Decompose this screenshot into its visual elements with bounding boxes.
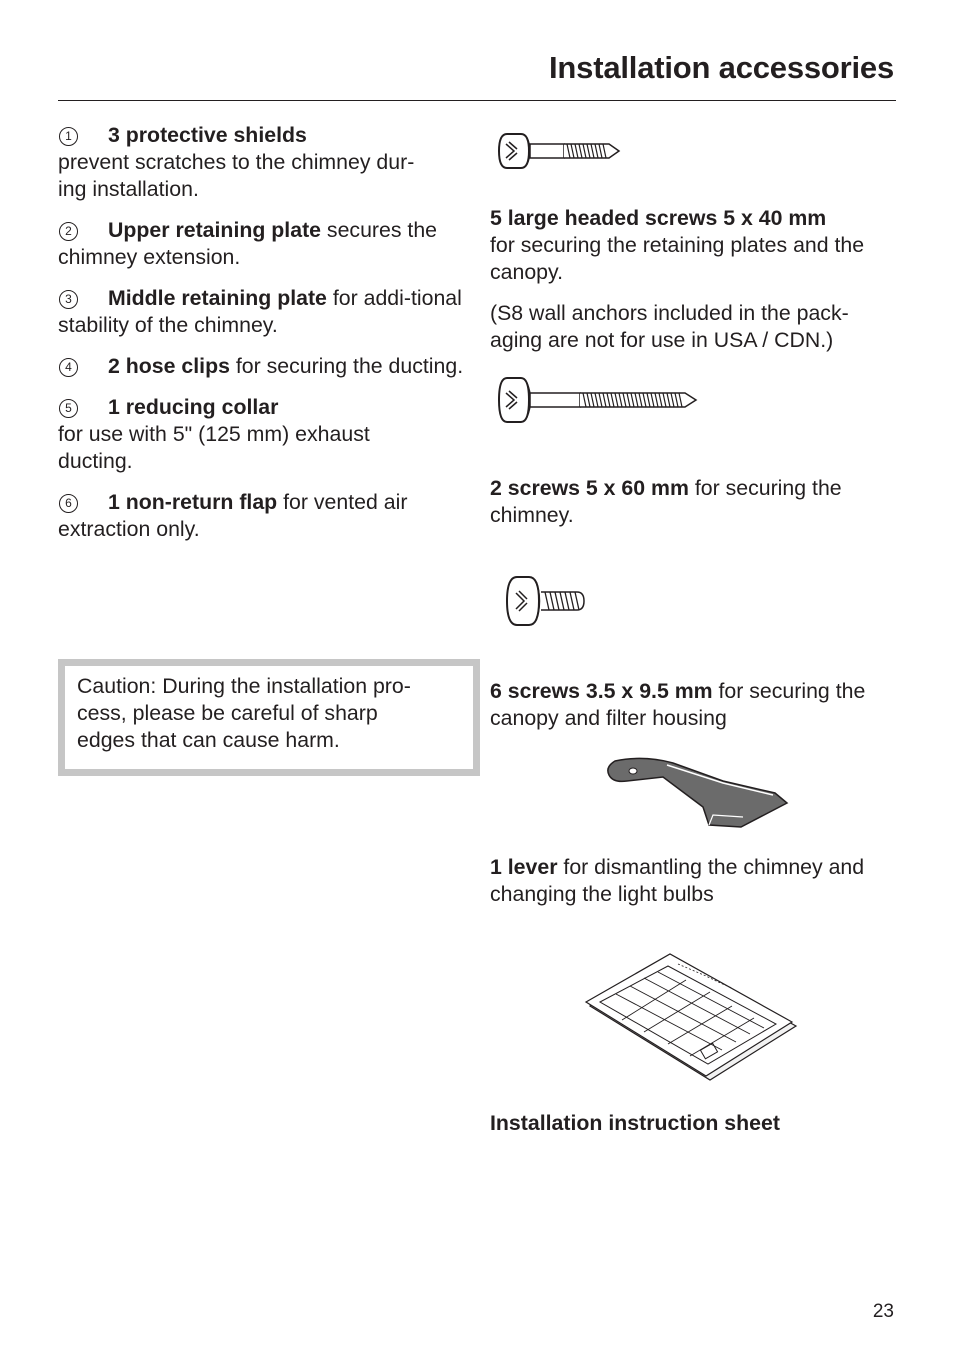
large-screws-text bbox=[490, 205, 902, 286]
screws-60mm-text bbox=[490, 475, 902, 529]
title-rule bbox=[58, 100, 896, 101]
lever-icon bbox=[603, 753, 791, 833]
instruction-sheet-icon bbox=[582, 950, 802, 1084]
page-number: 23 bbox=[872, 1301, 894, 1322]
item-title: 1 lever bbox=[490, 855, 558, 879]
item-number: 2 bbox=[59, 222, 78, 241]
item-title: 5 large headed screws 5 x 40 mm bbox=[490, 206, 827, 230]
item-description: for securing the retaining plates and the bbox=[490, 233, 865, 257]
note-text: aging are not for use in USA / CDN.) bbox=[490, 328, 834, 352]
screws-9-5mm-text bbox=[490, 678, 902, 732]
accessory-item-6 bbox=[58, 489, 468, 543]
item-description: for use with 5" (125 mm) exhaust bbox=[58, 422, 370, 446]
item-description: canopy. bbox=[490, 260, 564, 284]
sheet-text bbox=[490, 1110, 902, 1137]
caution-text: cess, please be careful of sharp bbox=[77, 701, 378, 725]
item-description: canopy and filter housing bbox=[490, 706, 727, 730]
item-description: prevent scratches to the chimney dur- bbox=[58, 150, 415, 174]
item-title: 2 screws 5 x 60 mm bbox=[490, 476, 689, 500]
item-description: for securing the ducting. bbox=[229, 354, 464, 378]
accessory-list bbox=[58, 122, 468, 557]
accessory-item-1 bbox=[58, 122, 468, 203]
accessory-item-5 bbox=[58, 394, 468, 475]
item-description: for addi-tional stability of the chimney. bbox=[58, 286, 462, 337]
item-title: 1 reducing collar bbox=[108, 395, 279, 419]
caution-text: edges that can cause harm. bbox=[77, 728, 340, 752]
screw-60mm-icon bbox=[497, 375, 699, 425]
item-title: 6 screws 3.5 x 9.5 mm bbox=[490, 679, 713, 703]
item-description: for dismantling the chimney and bbox=[557, 855, 865, 879]
item-number: 5 bbox=[59, 399, 78, 418]
item-title: Middle retaining plate bbox=[108, 286, 327, 310]
accessory-item-4 bbox=[58, 353, 468, 380]
item-number: 6 bbox=[59, 494, 78, 513]
item-description: secures the chimney extension. bbox=[58, 218, 438, 269]
screw-9-5mm-icon bbox=[505, 574, 587, 628]
item-description: chimney. bbox=[490, 503, 574, 527]
item-description: for securing the bbox=[712, 679, 866, 703]
item-description: for securing the bbox=[688, 476, 842, 500]
item-title: 2 hose clips bbox=[108, 354, 230, 378]
item-description: ing installation. bbox=[58, 177, 199, 201]
item-number: 1 bbox=[59, 127, 78, 146]
item-number: 3 bbox=[59, 290, 78, 309]
note-text: (S8 wall anchors included in the pack- bbox=[490, 301, 849, 325]
caution-box bbox=[58, 659, 480, 776]
page-title: Installation accessories bbox=[549, 50, 894, 85]
item-title: Installation instruction sheet bbox=[490, 1111, 780, 1135]
accessory-item-3 bbox=[58, 285, 468, 339]
item-title: 1 non-return flap bbox=[108, 490, 278, 514]
anchors-note bbox=[490, 300, 902, 354]
item-description: ducting. bbox=[58, 449, 133, 473]
item-description: changing the light bulbs bbox=[490, 882, 714, 906]
item-title: 3 protective shields bbox=[108, 123, 307, 147]
caution-text: Caution: During the installation pro- bbox=[77, 674, 411, 698]
item-description: for vented air extraction only. bbox=[58, 490, 408, 541]
lever-text bbox=[490, 854, 902, 908]
item-title: Upper retaining plate bbox=[108, 218, 322, 242]
item-number: 4 bbox=[59, 358, 78, 377]
screw-40mm-icon bbox=[497, 128, 622, 174]
accessory-item-2 bbox=[58, 217, 468, 271]
